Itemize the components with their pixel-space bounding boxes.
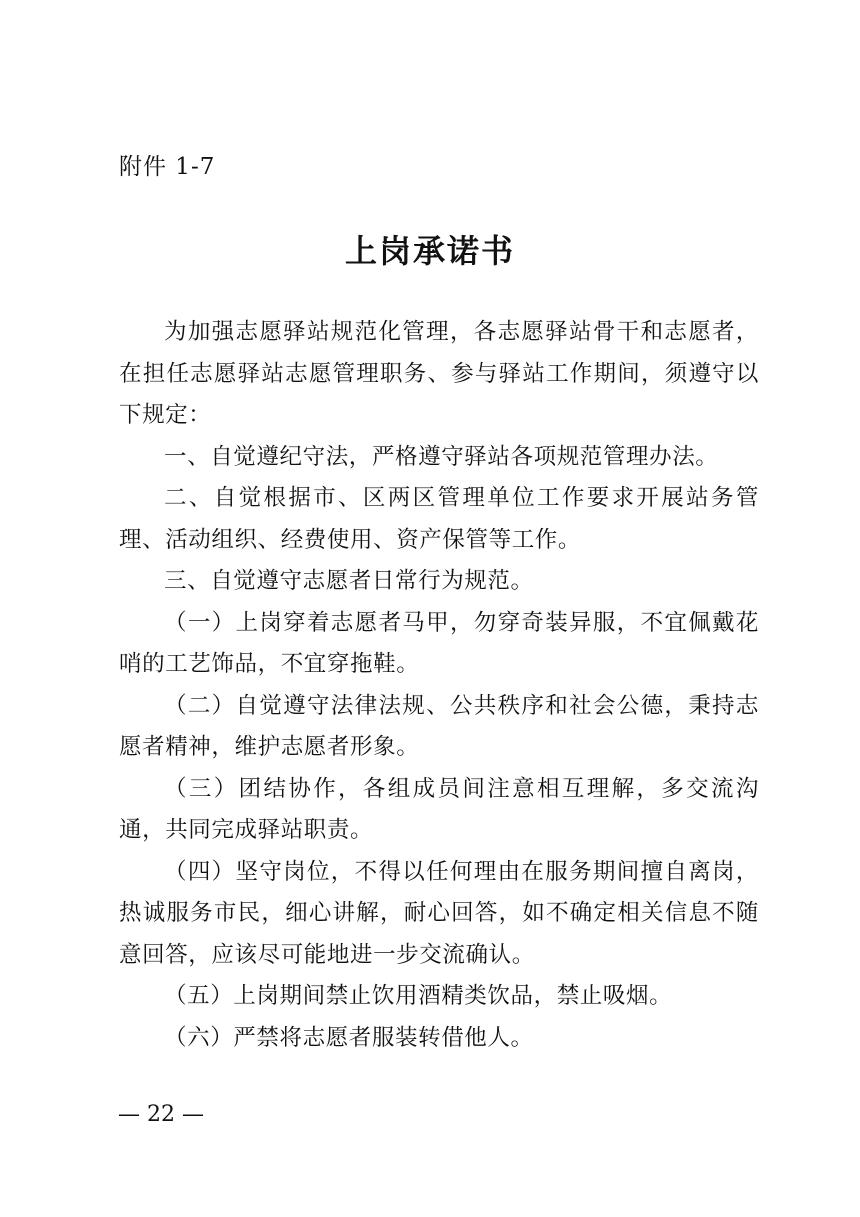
rule-1: 一、自觉遵纪守法，严格遵守驿站各项规范管理办法。 [164,443,719,470]
document-body [119,312,759,1059]
rule-3: 三、自觉遵守志愿者日常行为规范。 [164,568,534,594]
rule-3-item-3: （三）团结协作，各组成员间注意相互理解，多交流沟通，共同完成驿站职责。 [119,775,759,843]
intro-paragraph: 为加强志愿驿站规范化管理，各志愿驿站骨干和志愿者，在担任志愿驿站志愿管理职务、参与驿站工作期间，须遵守以下规定： [119,319,759,428]
page-number: — 22 — [118,1102,204,1127]
attachment-label: 附件 1-7 [119,154,216,180]
rule-3-item-6: （六）严禁将志愿者服装转借他人。 [164,1024,534,1051]
rule-2: 二、自觉根据市、区两区管理单位工作要求开展站务管理、活动组织、经费使用、资产保管等工作。 [119,485,759,553]
rule-3-item-2: （二）自觉遵守法律法规、公共秩序和社会公德，秉持志愿者精神，维护志愿者形象。 [119,692,759,760]
document-title: 上岗承诺书 [344,232,515,270]
rule-3-item-5: （五）上岗期间禁止饮用酒精类饮品，禁止吸烟。 [164,983,673,1009]
rule-3-item-1: （一）上岗穿着志愿者马甲，勿穿奇装异服，不宜佩戴花哨的工艺饰品，不宜穿拖鞋。 [119,609,759,677]
rule-3-item-4: （四）坚守岗位，不得以任何理由在服务期间擅自离岗，热诚服务市民，细心讲解，耐心回答，如不确定相关信息不随意回答，应该尽可能地进一步交流确认。 [119,858,759,968]
